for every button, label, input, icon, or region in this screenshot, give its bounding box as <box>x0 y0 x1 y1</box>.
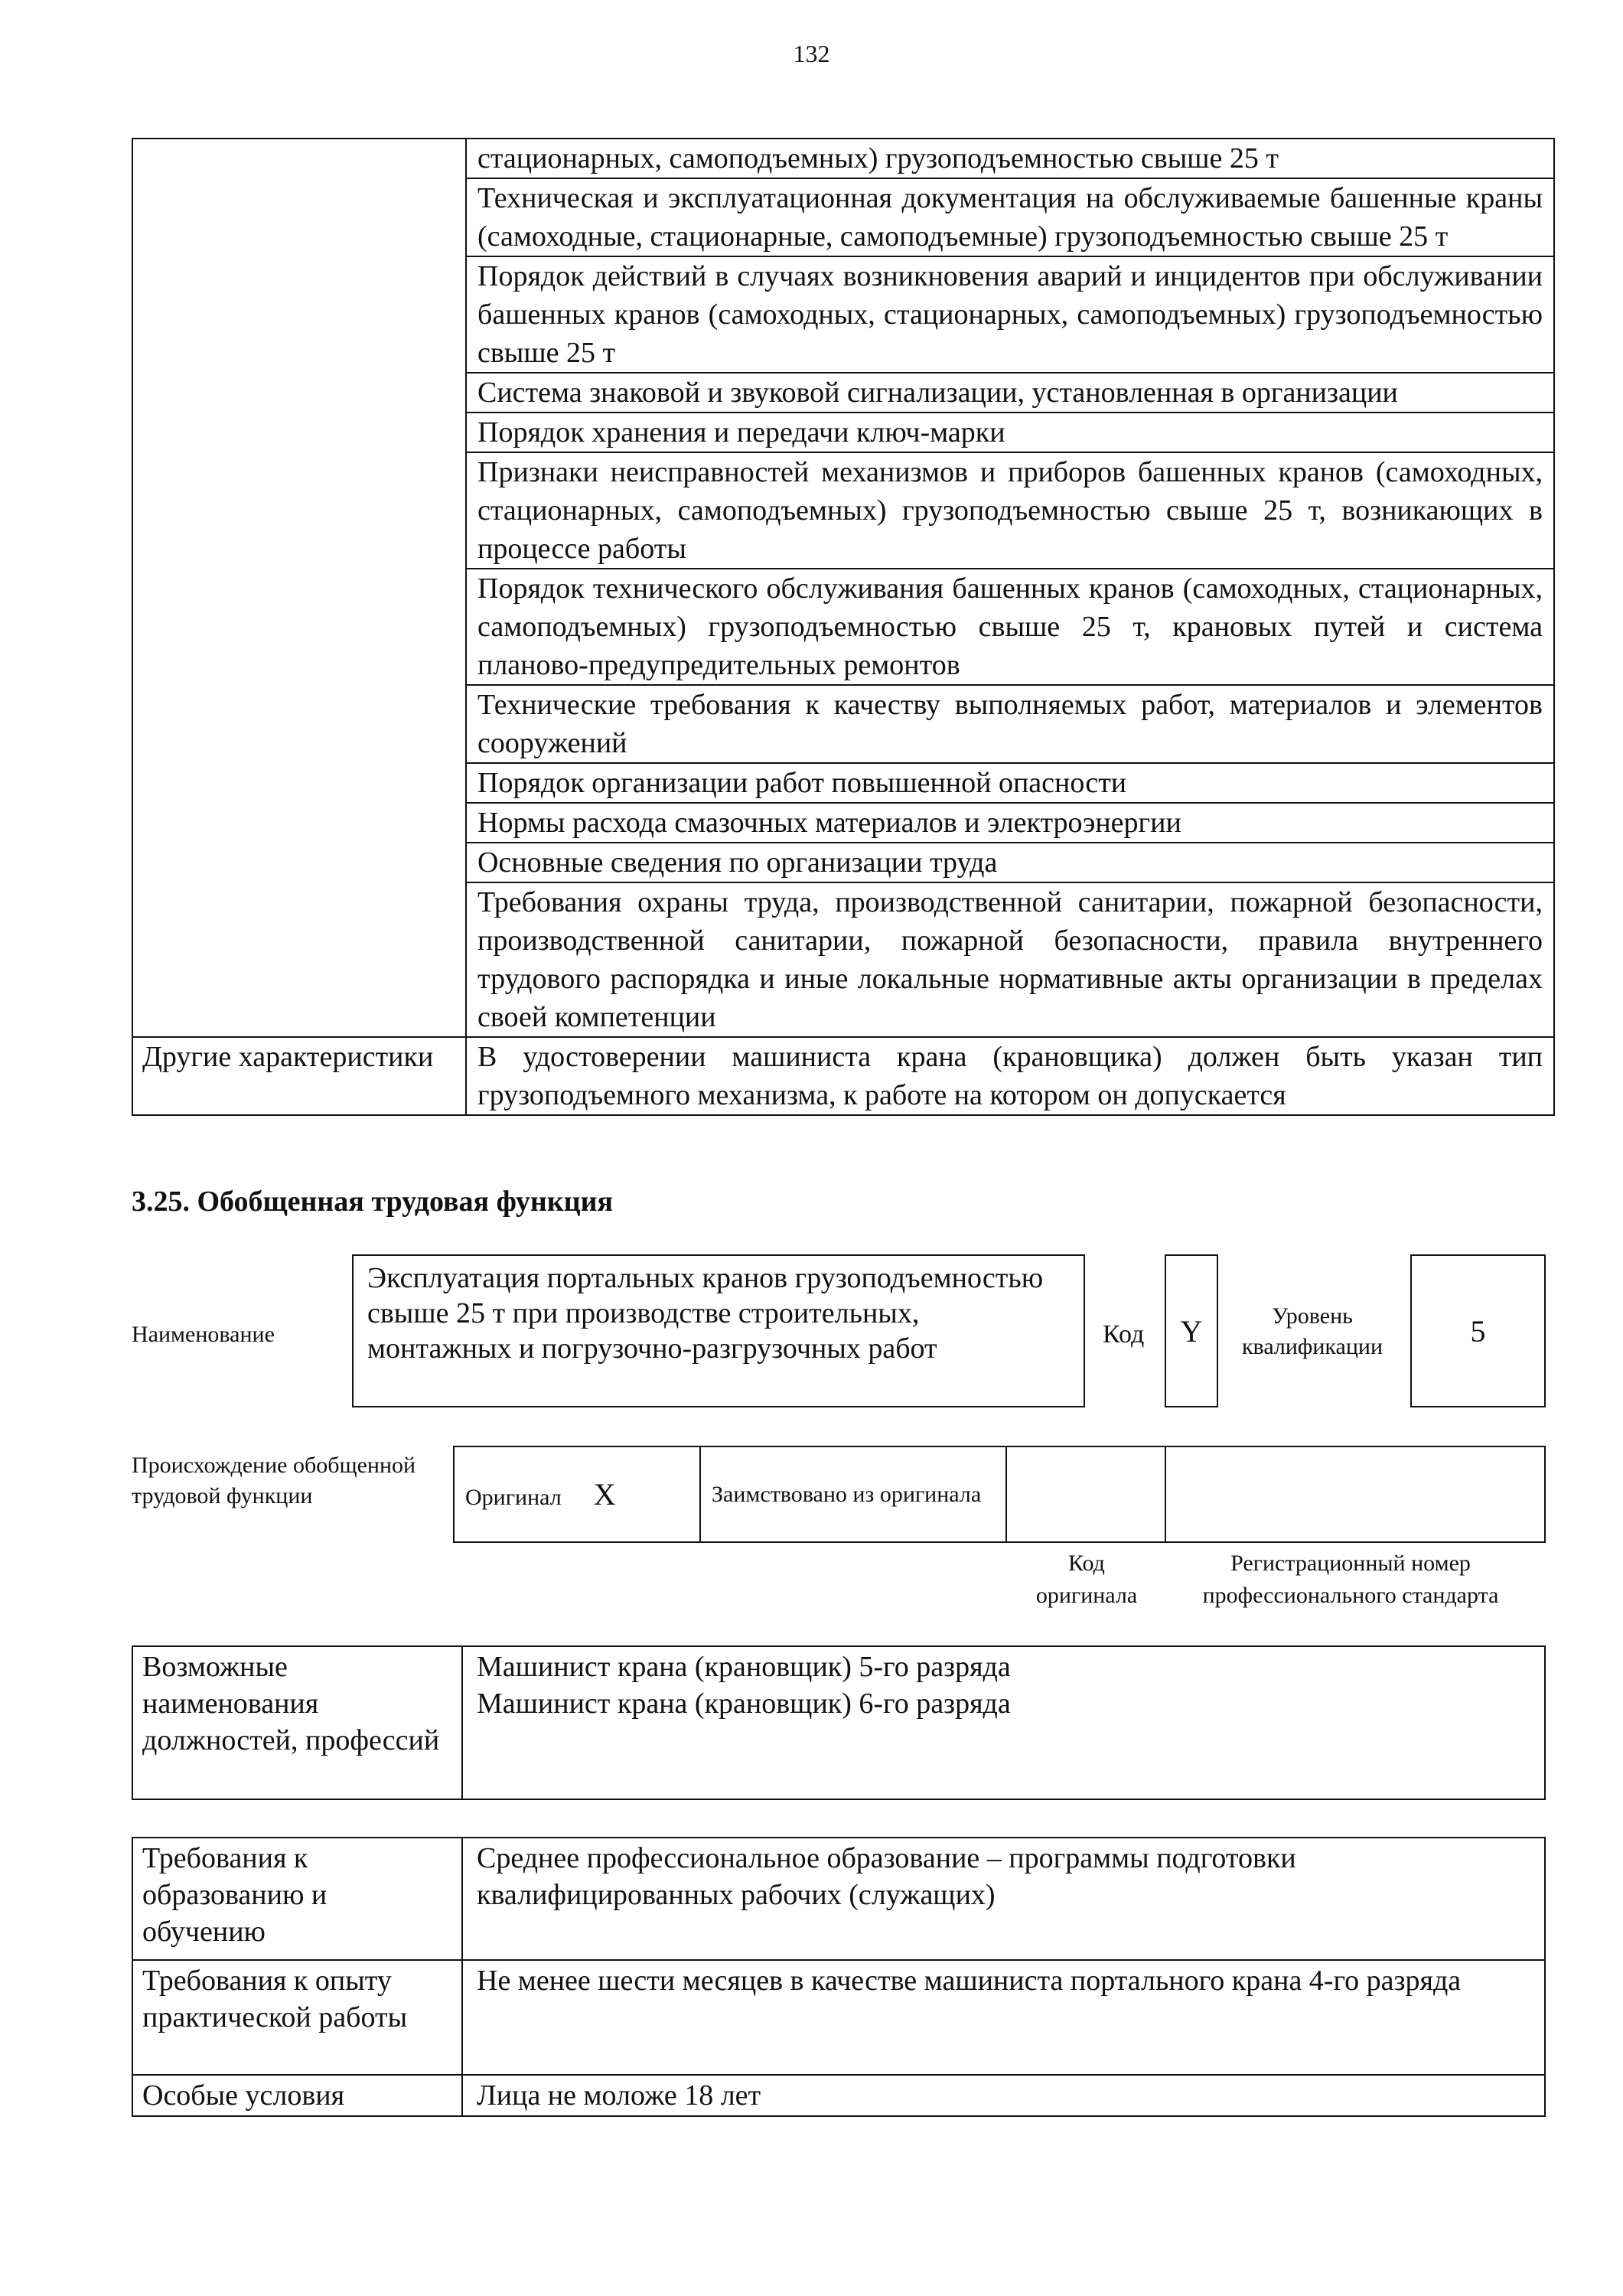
original-code-cell <box>1006 1446 1165 1542</box>
other-characteristics-label: Другие характеристики <box>132 1037 466 1115</box>
table-row <box>454 1446 1545 1542</box>
positions-label: Возможные наименования должностей, профессий <box>132 1646 462 1799</box>
original-cell <box>454 1446 700 1542</box>
positions-values <box>462 1646 1545 1799</box>
experience-requirements-label: Требования к опыту практической работы <box>132 1960 462 2075</box>
function-name-box: Эксплуатация портальных кранов грузоподъемностью свыше 25 т при производстве строительных, монтажных и погрузочно-разгрузочных работ <box>352 1254 1085 1407</box>
knowledge-table <box>132 138 1555 1116</box>
requirements-table <box>132 1837 1546 2117</box>
table-cell: Порядок организации работ повышенной опасности <box>466 763 1554 803</box>
origin-label: Происхождение обобщенной трудовой функции <box>132 1453 416 1508</box>
qualification-level-label: Уровень квалификации <box>1241 1303 1383 1359</box>
table-row <box>132 1960 1545 2075</box>
qualification-level-box: 5 <box>1410 1254 1546 1407</box>
table-cell: Порядок технического обслуживания башенных кранов (самоходных, стационарных, самоподъемных) грузоподъемностью свыше 25 т, крановых путей и система планово-предупредительных ремонтов <box>466 569 1554 685</box>
table-row-other <box>132 1037 1554 1115</box>
table-label-cell <box>132 139 466 1037</box>
experience-requirements-value: Не менее шести месяцев в качестве машиниста портального крана 4-го разряда <box>462 1960 1545 2075</box>
table-cell: Признаки неисправностей механизмов и приборов башенных кранов (самоходных, стационарных, самоподъемных) грузоподъемностью свыше 25 т, возникающих в процессе работы <box>466 452 1554 569</box>
name-label: Наименование <box>132 1322 275 1347</box>
original-mark: X <box>593 1477 616 1512</box>
table-cell: Система знаковой и звуковой сигнализации, установленная в организации <box>466 373 1554 413</box>
caption-original-code: Код оригинала <box>1035 1551 1138 1608</box>
table-cell: Основные сведения по организации труда <box>466 843 1554 882</box>
table-cell: Нормы расхода смазочных материалов и электроэнергии <box>466 803 1554 843</box>
table-cell: Технические требования к качеству выполняемых работ, материалов и элементов сооружений <box>466 685 1554 763</box>
borrowed-cell: Заимствовано из оригинала <box>700 1446 1006 1542</box>
registration-number-cell <box>1165 1446 1545 1542</box>
special-conditions-label: Особые условия <box>132 2075 462 2116</box>
positions-table <box>132 1645 1546 1800</box>
section-title: 3.25. Обобщенная трудовая функция <box>132 1186 614 1218</box>
position-item: Машинист крана (крановщик) 6-го разряда <box>477 1688 1011 1720</box>
table-cell: Порядок хранения и передачи ключ-марки <box>466 413 1554 452</box>
other-characteristics-value: В удостоверении машиниста крана (крановщика) должен быть указан тип грузоподъемного механизма, к работе на котором он допускается <box>466 1037 1554 1115</box>
table-cell: Техническая и эксплуатационная документация на обслуживаемые башенные краны (самоходные, стационарные, самоподъемные) грузоподъемностью свыше 25 т <box>466 178 1554 256</box>
education-requirements-value: Среднее профессиональное образование – программы подготовки квалифицированных рабочих (служащих) <box>462 1838 1545 1960</box>
table-cell: Требования охраны труда, производственной санитарии, пожарной безопасности, производственной санитарии, пожарной безопасности, правила внутреннего трудового распорядка и иные локальные нормативные акты организации в пределах своей компетенции <box>466 882 1554 1037</box>
code-box: Y <box>1165 1254 1218 1407</box>
page-number: 132 <box>793 40 830 67</box>
table-cell: Порядок действий в случаях возникновения аварий и инцидентов при обслуживании башенных кранов (самоходных, стационарных, самоподъемных) грузоподъемностью свыше 25 т <box>466 256 1554 373</box>
special-conditions-value: Лица не моложе 18 лет <box>462 2075 1545 2116</box>
table-cell: стационарных, самоподъемных) грузоподъемностью свыше 25 т <box>466 139 1554 178</box>
position-item: Машинист крана (крановщик) 5-го разряда <box>477 1651 1011 1683</box>
table-row <box>132 1646 1545 1799</box>
code-label: Код <box>1103 1320 1145 1349</box>
origin-table <box>453 1446 1546 1543</box>
original-label: Оригинал <box>465 1485 562 1510</box>
caption-registration-number: Регистрационный номер профессионального стандарта <box>1202 1551 1499 1608</box>
table-row <box>132 1838 1545 1960</box>
education-requirements-label: Требования к образованию и обучению <box>132 1838 462 1960</box>
table-row <box>132 139 1554 178</box>
table-row <box>132 2075 1545 2116</box>
